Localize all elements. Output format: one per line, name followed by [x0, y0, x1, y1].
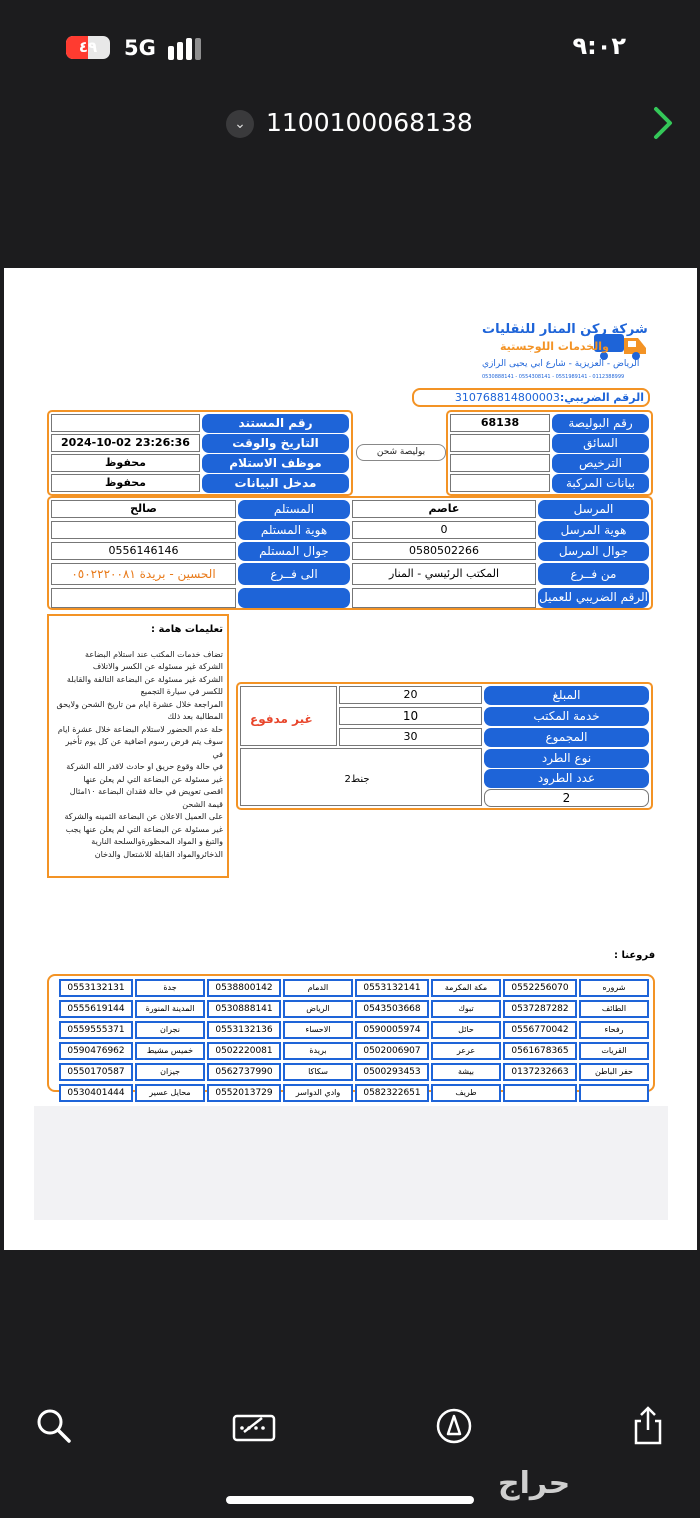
branch-phone: 0582322651 — [355, 1084, 429, 1102]
branch-phone: 0552013729 — [207, 1084, 281, 1102]
parcel-count-value: 2 — [484, 789, 649, 807]
company-name: شركة ركن المنار للنقليات — [482, 322, 648, 337]
important-notes — [47, 614, 229, 878]
data-entry-value: محفوظ — [51, 474, 200, 492]
branches-table — [47, 974, 655, 1098]
search-icon[interactable] — [34, 1406, 74, 1446]
branch-name: طريف — [431, 1084, 501, 1102]
branch-name: سكاكا — [283, 1063, 353, 1081]
branch-phone: 0556770042 — [503, 1021, 577, 1039]
blank-area — [34, 1106, 668, 1220]
status-bar — [0, 0, 700, 90]
table-row — [53, 1000, 649, 1018]
branch-name: رفحاء — [579, 1021, 649, 1039]
receiver-id-value — [51, 521, 236, 539]
branch-name: القريات — [579, 1042, 649, 1060]
office-service-label: خدمة المكتب — [484, 707, 649, 726]
branches-title: فروعنا : — [614, 950, 656, 961]
note-line: الشركة غير مسئوله عن الكسر والاتلاف — [92, 662, 223, 671]
share-icon[interactable] — [628, 1406, 668, 1446]
driver-label: السائق — [552, 434, 649, 453]
note-line: والتبغ و المواد المحظورةوالسلحة النارية الذخائروالمواد القابلة للاشتعال والدخان — [91, 837, 223, 859]
receiving-employee-value: محفوظ — [51, 454, 200, 472]
branch-name: جيزان — [135, 1063, 205, 1081]
to-branch-value: الحسين - بريدة ٠٥٠٢٢٢٠٠٨١ — [51, 563, 236, 585]
note-line: حلة عدم الحضور لاستلام البضاعة خلال عشرة ايام سوف يتم فرض رسوم اضافية عن كل يوم تأخير في — [57, 724, 223, 759]
customer-tax-value — [352, 588, 536, 608]
amount-value: 20 — [339, 686, 482, 704]
company-phones: 0530888141 - 0554308141 - 0551989141 - 0112388999 — [482, 374, 625, 380]
branch-name: حائل — [431, 1021, 501, 1039]
branch-phone: 0537287282 — [503, 1000, 577, 1018]
receiver-id-label: هوية المستلم — [238, 521, 350, 540]
chevron-right-icon[interactable] — [648, 104, 676, 142]
battery-percent: ٤٩ — [78, 38, 98, 56]
branch-name: نجران — [135, 1021, 205, 1039]
branch-phone: 0530888141 — [207, 1000, 281, 1018]
waybill-number-label: رقم البوليصة — [552, 414, 649, 433]
from-branch-value: المكتب الرئيسي - المنار — [352, 563, 536, 585]
branch-name: الاحساء — [283, 1021, 353, 1039]
sender-mobile-value: 0580502266 — [352, 542, 536, 560]
branch-phone: 0552256070 — [503, 979, 577, 997]
chevron-down-icon[interactable]: ⌄ — [226, 110, 254, 138]
vehicle-label: بيانات المركبة — [552, 474, 649, 493]
from-branch-label: من فــرع — [538, 563, 649, 585]
home-indicator[interactable] — [226, 1496, 474, 1504]
branch-name: خميس مشيط — [135, 1042, 205, 1060]
notes-title: تعليمات هامة : — [151, 624, 223, 635]
table-row — [53, 1084, 649, 1102]
total-value: 30 — [339, 728, 482, 746]
branch-phone: 0553132136 — [207, 1021, 281, 1039]
branch-phone: 0553132131 — [59, 979, 133, 997]
amount-label: المبلغ — [484, 686, 649, 705]
note-line: تضاف خدمات المكتب عند استلام البضاعة — [85, 649, 223, 659]
data-entry-label: مدخل البيانات — [202, 474, 349, 493]
note-line: اقصى تعويض في حالة فقدان البضاعة ١٠امثال قيمة الشحن — [69, 787, 223, 809]
branch-name: وادي الدواسر — [283, 1084, 353, 1102]
branch-phone: 0562737990 — [207, 1063, 281, 1081]
branch-phone: 0559555371 — [59, 1021, 133, 1039]
branch-phone: 0555619144 — [59, 1000, 133, 1018]
status-time: ٩:٠٢ — [572, 32, 626, 60]
receiver-label: المستلم — [238, 500, 350, 519]
license-value — [450, 454, 550, 472]
branch-phone — [503, 1084, 577, 1102]
receiver-extra-value — [51, 588, 236, 608]
note-line: الشركة غير مسئولة عن البضاعة التالفة والقابلة للكسر في سيارة التجميع — [66, 674, 223, 696]
branch-phone: 0530401444 — [59, 1084, 133, 1102]
receiver-value: صالح — [51, 500, 236, 518]
datetime-label: التاريخ والوقت — [202, 434, 349, 453]
driver-value — [450, 434, 550, 452]
company-address: الرياض - العزيزية - شارع ابي يحيى الرازي — [482, 359, 640, 369]
branch-phone: 0502220081 — [207, 1042, 281, 1060]
to-branch-label: الى فــرع — [238, 563, 350, 585]
markup-icon[interactable] — [232, 1406, 278, 1446]
total-label: المجموع — [484, 728, 649, 747]
sender-value: عاصم — [352, 500, 536, 518]
branch-name: محايل عسير — [135, 1084, 205, 1102]
receiver-mobile-value: 0556146146 — [51, 542, 236, 560]
receiving-employee-label: موظف الاستلام — [202, 454, 349, 473]
branch-name: تبوك — [431, 1000, 501, 1018]
branch-phone: 0137232663 — [503, 1063, 577, 1081]
sender-label: المرسل — [538, 500, 649, 519]
haraj-watermark: حراج — [498, 1466, 571, 1501]
branch-name: بريدة — [283, 1042, 353, 1060]
branch-name: بيشة — [431, 1063, 501, 1081]
branch-name: الدمام — [283, 979, 353, 997]
branch-name: المدينة المنورة — [135, 1000, 205, 1018]
branch-phone: 0543503668 — [355, 1000, 429, 1018]
receiver-extra-label — [238, 588, 350, 608]
table-row — [53, 1063, 649, 1081]
branch-phone: 0590005974 — [355, 1021, 429, 1039]
bottom-toolbar — [0, 1396, 700, 1456]
sender-id-value: 0 — [352, 521, 536, 539]
branch-name: شروره — [579, 979, 649, 997]
tax-label: الرقم الضريبي: — [559, 391, 644, 404]
table-row — [53, 1042, 649, 1060]
branch-phone: 0553132141 — [355, 979, 429, 997]
branch-phone: 0561678365 — [503, 1042, 577, 1060]
branch-phone: 0590476962 — [59, 1042, 133, 1060]
receiver-mobile-label: جوال المستلم — [238, 542, 350, 561]
branch-name: مكة المكرمة — [431, 979, 501, 997]
vehicle-value — [450, 474, 550, 492]
document-number-label: رقم المستند — [202, 414, 349, 433]
waybill-document — [4, 268, 697, 1250]
payment-status: غير مدفوع — [250, 712, 313, 726]
datetime-value: 2024-10-02 23:26:36 — [51, 434, 200, 452]
network-type: 5G — [124, 36, 156, 60]
branch-name — [579, 1084, 649, 1102]
note-line: على العميل الاعلان عن البضاعة الثمينه والشركة غير مسئولة عن البضاعة التي لم يعلن عنها يجب — [64, 812, 223, 834]
branch-phone: 0550170587 — [59, 1063, 133, 1081]
tax-number — [412, 388, 650, 407]
battery-icon — [66, 36, 110, 59]
cargo-description: جنط2 — [344, 774, 370, 785]
tax-value: 310768814800003 — [454, 391, 560, 404]
nav-bar — [0, 100, 700, 150]
branch-phone: 0538800142 — [207, 979, 281, 997]
customer-tax-label: الرقم الضريبي للعميل — [538, 588, 649, 608]
sender-id-label: هوية المرسل — [538, 521, 649, 540]
branch-name: حفر الباطن — [579, 1063, 649, 1081]
license-label: الترخيص — [552, 454, 649, 473]
document-title[interactable]: 1100100068138 — [266, 108, 473, 137]
branch-phone: 0502006907 — [355, 1042, 429, 1060]
sender-mobile-label: جوال المرسل — [538, 542, 649, 561]
waybill-number-value: 68138 — [450, 414, 550, 432]
company-subtitle: والخدمات اللوجستية — [500, 340, 609, 353]
document-number-value — [51, 414, 200, 432]
office-service-value: 10 — [339, 707, 482, 725]
table-row — [53, 979, 649, 997]
note-line: المراجعة خلال عشرة ايام من تاريخ الشحن ولايحق المطالبة بعد ذلك — [56, 699, 223, 721]
table-row — [53, 1021, 649, 1039]
note-line: في حالة وقوع حريق او حادث لاقدر الله الشركة غير مسئولة عن البضاعة التي لم يعلن عنها — [66, 762, 223, 784]
waybill-type: بوليصة شحن — [356, 444, 446, 461]
branch-name: عرعر — [431, 1042, 501, 1060]
parcel-type-label: نوع الطرد — [484, 749, 649, 768]
branch-name: الرياض — [283, 1000, 353, 1018]
branch-phone: 0500293453 — [355, 1063, 429, 1081]
signal-icon — [168, 38, 208, 60]
branch-name: الطائف — [579, 1000, 649, 1018]
annotate-icon[interactable] — [434, 1406, 474, 1446]
branch-name: جدة — [135, 979, 205, 997]
parcel-count-label: عدد الطرود — [484, 769, 649, 788]
